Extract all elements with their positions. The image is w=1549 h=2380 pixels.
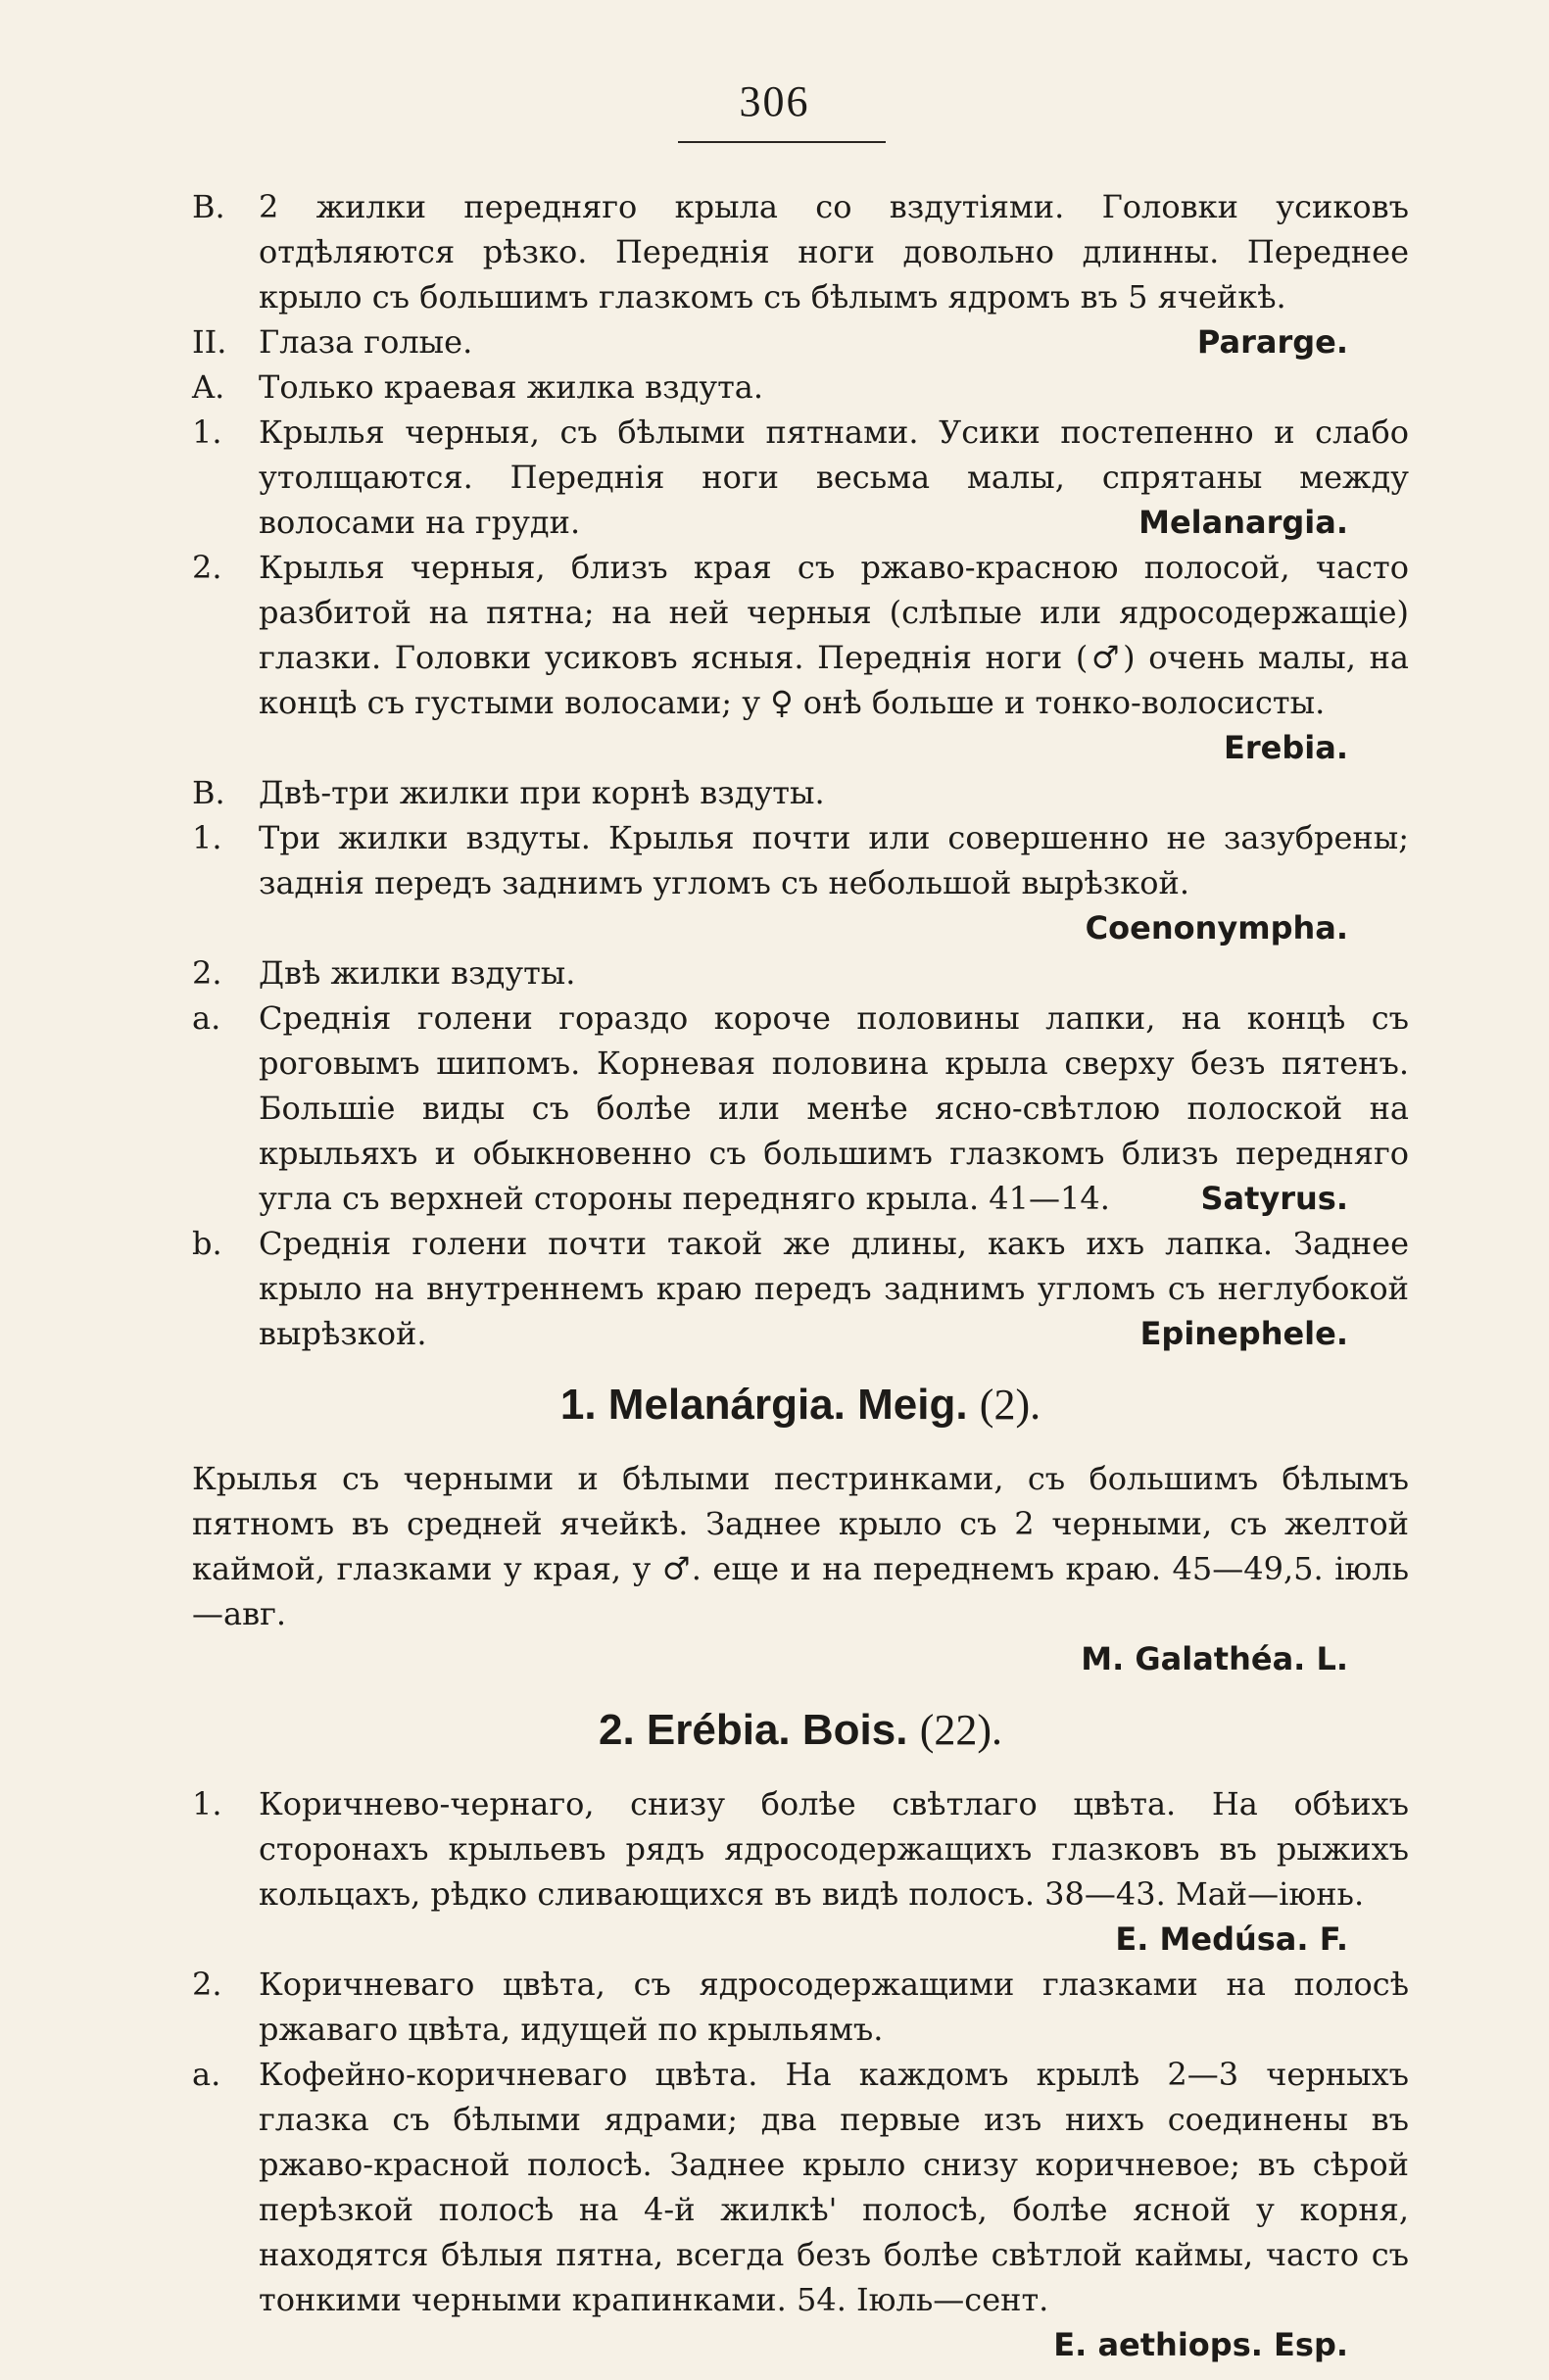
key-marker: 2. (192, 1966, 222, 2003)
genus-species-count: (2). (979, 1381, 1041, 1429)
key-text: Среднія голени почти такой же длины, какъ ихъ лапка. Заднее крыло на внутреннемъ краю передъ заднимъ угломъ съ неглубокой вырѣзкой. (259, 1225, 1409, 1352)
key-entry (192, 950, 1409, 996)
page-number: 306 (739, 77, 810, 125)
genus-name: Epinephele. (1139, 1315, 1348, 1352)
key-marker: a. (192, 999, 221, 1037)
key-marker: A. (192, 368, 225, 406)
species-entry (192, 2052, 1409, 2322)
key-text: Крылья черныя, близъ края съ ржаво-красною полосой, часто разбитой на пятна; на ней черныя (слѣпые или ядросодержащіе) глазки. Головки усиковъ ясныя. Переднія ноги (♂) очень малы, на концѣ съ густыми волосами; у ♀ онѣ больше и тонко-волосисты. (259, 549, 1409, 721)
key-text: Среднія голени гораздо короче половины лапки, на концѣ съ роговымъ шипомъ. Корневая половина крыла сверху безъ пятенъ. Большіе виды съ болѣе или менѣе ясно-свѣтлою полоской на крыльяхъ и обыкновенно съ большимъ глазкомъ близъ передняго угла съ верхней стороны передняго крыла. 41—14. (259, 999, 1409, 1217)
key-text: Только краевая жилка вздута. (259, 368, 764, 406)
genus-name: Erebia. (1224, 729, 1348, 766)
key-text: 2 жилки передняго крыла со вздутіями. Головки усиковъ отдѣляются рѣзко. Переднія ноги довольно длинны. Переднее крыло съ большимъ глазкомъ съ бѣлымъ ядромъ въ 5 ячейкѣ. (259, 188, 1409, 316)
genus-heading-title: 1. Melanárgia. Meig. (559, 1381, 968, 1429)
page-body (192, 184, 1409, 2367)
species-entry (192, 1781, 1409, 1917)
species-entry (192, 1962, 1409, 2052)
genus-description (192, 1456, 1409, 1636)
key-text: Глаза голые. (259, 323, 473, 361)
key-text: Двѣ-три жилки при корнѣ вздуты. (259, 774, 825, 811)
key-marker: II. (192, 323, 227, 361)
key-marker: 2. (192, 549, 222, 586)
key-marker: B. (192, 774, 225, 811)
genus-name: Satyrus. (1200, 1180, 1348, 1217)
genus-species-count: (22). (919, 1706, 1002, 1754)
key-marker: 2. (192, 954, 222, 992)
key-text: Коричневаго цвѣта, съ ядросодержащими глазками на полосѣ ржаваго цвѣта, идущей по крыльямъ. (259, 1966, 1409, 2048)
key-marker: B. (192, 188, 225, 225)
genus-name: Pararge. (1196, 323, 1348, 361)
key-text: Крылья черныя, съ бѣлыми пятнами. Усики постепенно и слабо утолщаются. Переднія ноги весьма малы, спрятаны между волосами на груди. (259, 413, 1409, 541)
species-name: E. Medúsa. F. (1115, 1920, 1348, 1958)
genus-heading-title: 2. Erébia. Bois. (598, 1706, 908, 1754)
key-entry (192, 545, 1409, 725)
key-entry (192, 319, 1409, 364)
genus-heading (192, 1701, 1409, 1760)
description-text: Крылья съ черными и бѣлыми пестринками, съ большимъ бѣлымъ пятномъ въ средней ячейкѣ. Заднее крыло съ 2 черными, съ желтой каймой, глазками у края, у ♂. еще и на переднемъ краю. 45—49,5. іюль—авг. (192, 1460, 1409, 1632)
key-entry (192, 410, 1409, 545)
key-marker: 1. (192, 1785, 222, 1822)
key-entry (192, 364, 1409, 410)
key-marker: a. (192, 2056, 221, 2093)
key-entry (192, 815, 1409, 905)
key-entry (192, 770, 1409, 815)
key-marker: b. (192, 1225, 222, 1262)
key-text: Коричнево-чернаго, снизу болѣе свѣтлаго цвѣта. На обѣихъ сторонахъ крыльевъ рядъ ядросодержащихъ глазковъ въ рыжихъ кольцахъ, рѣдко сливающихся въ видѣ полосъ. 38—43. Май—іюнь. (259, 1785, 1409, 1913)
key-marker: 1. (192, 819, 222, 856)
key-entry (192, 996, 1409, 1221)
species-name: E. aethiops. Esp. (1053, 2326, 1348, 2363)
key-text: Три жилки вздуты. Крылья почти или совершенно не зазубрены; заднія передъ заднимъ угломъ съ небольшой вырѣзкой. (259, 819, 1409, 901)
species-name: M. Galathéa. L. (1081, 1640, 1348, 1677)
genus-name: Coenonympha. (1085, 909, 1348, 947)
genus-heading (192, 1376, 1409, 1434)
header-rule (678, 141, 886, 143)
key-entry (192, 1221, 1409, 1356)
genus-name: Melanargia. (1138, 504, 1348, 541)
key-text: Кофейно-коричневаго цвѣта. На каждомъ крылѣ 2—3 черныхъ глазка съ бѣлыми ядрами; два первые изъ нихъ соединены въ ржаво-красной полосѣ. Заднее крыло снизу коричневое; въ сѣрой перѣзкой полосѣ на 4-й жилкѣ' полосѣ, болѣе ясной у корня, находятся бѣлыя пятна, всегда безъ болѣе свѣтлой каймы, часто съ тонкими черными крапинками. 54. Іюль—сент. (259, 2056, 1409, 2318)
key-marker: 1. (192, 413, 222, 451)
key-text: Двѣ жилки вздуты. (259, 954, 576, 992)
